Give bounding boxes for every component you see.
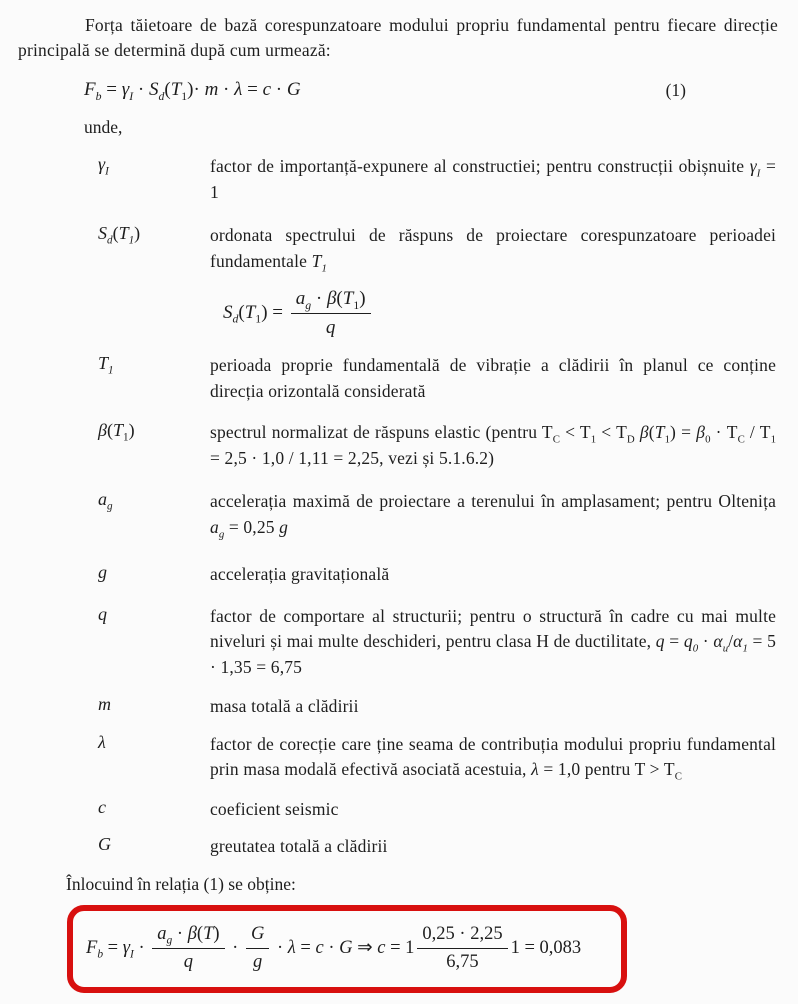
symbol-gamma-i: $\gamma_I$ <box>98 154 109 178</box>
description-gamma-i: factor de importanță-expunere al constructiei; pentru construcții obișnuite $\gamma_I = 1$ <box>210 156 776 202</box>
definition-row-lambda <box>18 732 778 783</box>
symbol-beta-t1: $\beta(T_1)$ <box>98 420 135 444</box>
final-result-formula: $F_b = \gamma_I$ · $\frac{a_g \cdot \beta(T)}{q}$ · $\frac{G}{g}$ · λ = c · G ⇒ c = 1 $\frac{0,25 \cdot 2,25}{6,75}$ 1 = 0,083 <box>86 924 582 972</box>
description-sd-t1: ordonata spectrului de răspuns de proiectare corespunzatoare perioadei fundamentale $T_1$ <box>210 225 776 274</box>
symbol-sd-t1: $S_d(T_1)$ <box>98 223 141 247</box>
definition-row-sd <box>18 223 778 274</box>
description-ag: accelerația maximă de proiectare a terenului în amplasament; pentru Oltenița $a_g = 0,25$ g <box>210 491 776 540</box>
definition-row-G <box>18 834 778 860</box>
definition-row-m <box>18 694 778 720</box>
description-c: coeficient seismic <box>210 798 339 819</box>
symbol-ag: $a_g$ <box>98 489 113 513</box>
symbol-m: m <box>98 694 111 714</box>
description-lambda: factor de corecție care ține seama de contribuția modului propriu fundamental prin masa modală efectivă asociată acestuia, λ = 1,0 pentru $T > T_C$ <box>210 733 776 783</box>
equation-number: (1) <box>665 79 686 100</box>
definition-row-gamma <box>18 154 778 205</box>
description-beta-t1: spectrul normalizat de răspuns elastic (pentru $T_C < T_1 < T_D$ $\beta(T_1) = \beta_0 \cdot T_C / T_1 = 2,5 \cdot 1,0 / 1,11 = 2,25$, vezi și 5.1.6.2) <box>210 422 776 468</box>
definition-row-q <box>18 604 778 681</box>
description-m: masa totală a clădirii <box>210 696 359 716</box>
substitution-paragraph: Înlocuind în relația (1) se obține: <box>66 873 296 894</box>
definition-row-ag <box>18 489 778 540</box>
definition-row-t1 <box>18 353 778 404</box>
sd-spectrum-formula: $S_d(T_1)$ = $\frac{a_g \cdot \beta(T_1)}{q}$ <box>223 288 778 339</box>
definition-row-c <box>18 797 778 823</box>
unde-label: unde, <box>84 117 123 137</box>
intro-paragraph: Forța tăietoare de bază corespunzatoare modului propriu fundamental pentru fiecare direcție principală se determină după cum urmează: <box>18 15 778 60</box>
description-t1: perioada proprie fundamentală de vibrație a clădirii în planul ce conține direcția orizontală considerată <box>210 355 776 401</box>
symbol-t1: $T_1$ <box>98 353 114 377</box>
definition-row-g <box>18 562 778 588</box>
symbol-g: g <box>98 562 107 582</box>
definition-row-beta <box>18 420 778 471</box>
description-g: accelerația gravitațională <box>210 564 390 584</box>
equation-1-row <box>84 79 686 101</box>
symbol-c: c <box>98 796 106 817</box>
base-shear-equation: $F_b = \gamma_I \cdot S_d(T_1)\cdot m \cdot \lambda = c \cdot G$ <box>84 79 301 103</box>
description-G: greutatea totală a clădirii <box>210 836 388 856</box>
description-q: factor de comportare al structurii; pentru o structură în cadre cu mai multe niveluri și mai multe deschideri, pentru clasa H de ductilitate, $q = q_0 \cdot \alpha_u/\alpha_1 = 5 \cdot 1,35 = 6,75$ <box>210 605 776 677</box>
highlighted-result-box <box>67 905 627 993</box>
symbol-G: G <box>98 834 111 854</box>
symbol-q: q <box>98 603 107 624</box>
symbol-lambda: λ <box>98 731 106 752</box>
